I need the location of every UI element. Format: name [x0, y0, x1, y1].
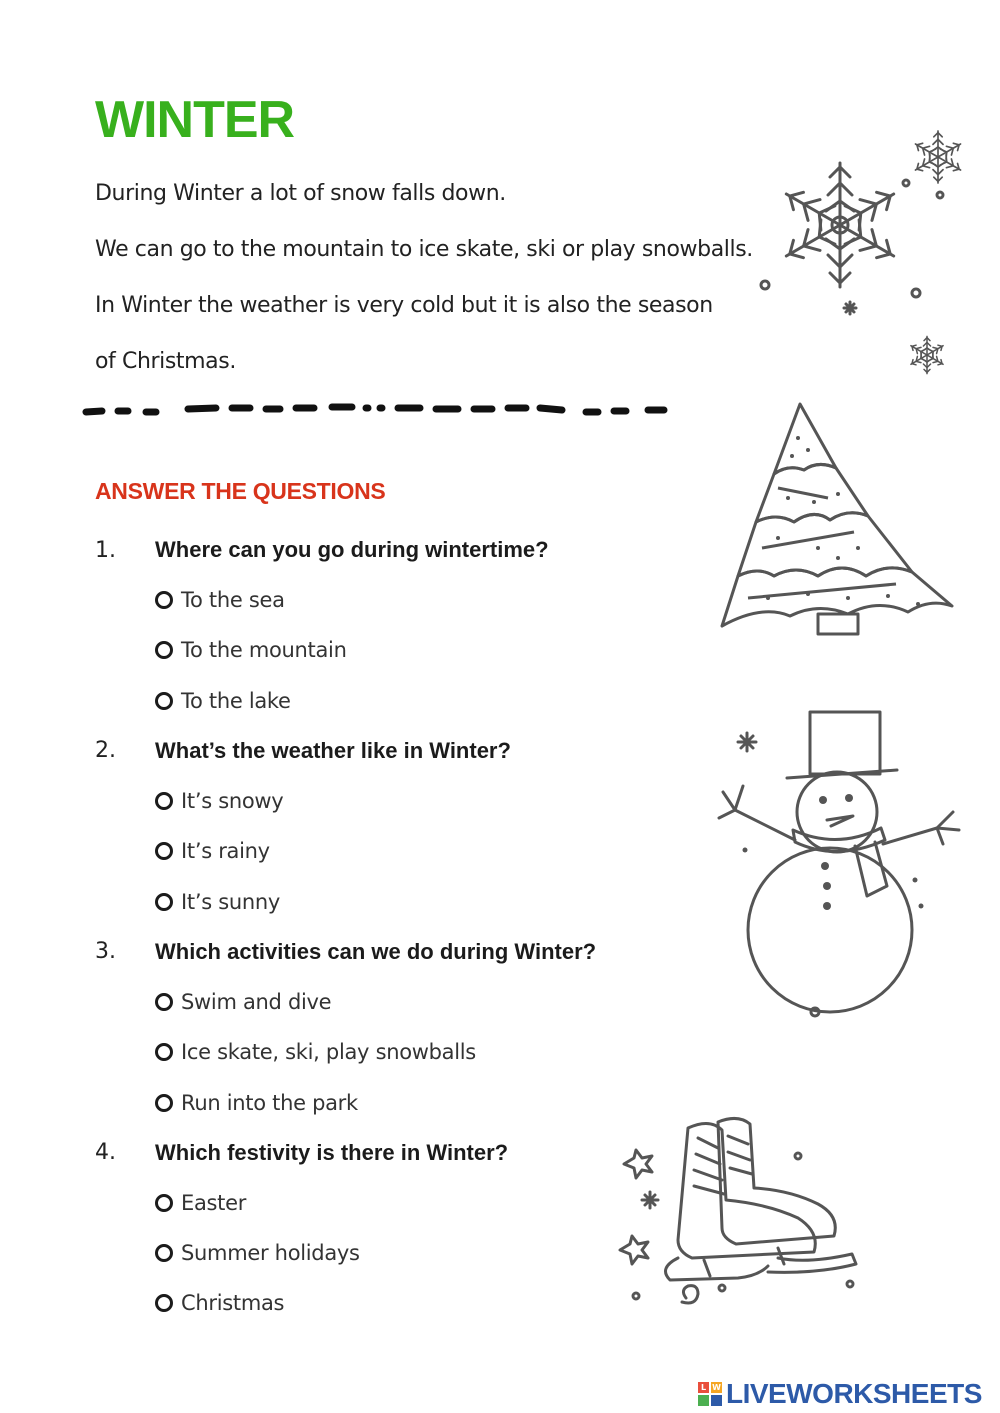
logo-letter: L: [698, 1382, 709, 1393]
liveworksheets-logo[interactable]: [698, 1378, 982, 1410]
radio-button[interactable]: [155, 591, 173, 609]
option-label: To the lake: [181, 688, 291, 713]
option-swim-and-dive[interactable]: [95, 977, 655, 1027]
intro-line: During Winter a lot of snow falls down.: [95, 181, 506, 206]
option-label: It’s snowy: [181, 789, 284, 814]
question-text: What’s the weather like in Winter?: [155, 737, 511, 763]
option-easter[interactable]: [95, 1178, 655, 1228]
ice-skates-icon: [618, 1108, 868, 1313]
option-to-the-lake[interactable]: [95, 676, 655, 726]
radio-button[interactable]: [155, 1194, 173, 1212]
logo-letter: W: [712, 1383, 721, 1392]
option-label: To the sea: [181, 588, 285, 613]
option-label: Swim and dive: [181, 989, 332, 1014]
intro-line: of Christmas.: [95, 349, 236, 374]
option-sunny[interactable]: [95, 876, 655, 926]
option-label: Easter: [181, 1190, 247, 1215]
intro-paragraph: [95, 172, 753, 396]
snowman-icon: [715, 700, 965, 1020]
radio-button[interactable]: [155, 893, 173, 911]
radio-button[interactable]: [155, 1294, 173, 1312]
option-label: It’s rainy: [181, 839, 270, 864]
brand-name: LIVEWORKSHEETS: [726, 1378, 982, 1409]
option-label: It’s sunny: [181, 889, 281, 914]
radio-button[interactable]: [155, 993, 173, 1011]
question-number: 4.: [95, 1140, 116, 1166]
radio-button[interactable]: [155, 1043, 173, 1061]
question-2: [95, 726, 655, 927]
radio-button[interactable]: [155, 641, 173, 659]
option-label: Christmas: [181, 1291, 285, 1316]
radio-button[interactable]: [155, 692, 173, 710]
option-christmas[interactable]: [95, 1278, 655, 1328]
intro-line: In Winter the weather is very cold but it is also the season: [95, 293, 713, 318]
question-number: 1.: [95, 537, 116, 563]
option-rainy[interactable]: [95, 826, 655, 876]
option-label: Run into the park: [181, 1090, 358, 1115]
option-to-the-mountain[interactable]: [95, 625, 655, 675]
question-text: Which festivity is there in Winter?: [155, 1139, 509, 1165]
logo-letter: [698, 1395, 709, 1406]
section-heading: ANSWER THE QUESTIONS: [95, 478, 386, 504]
questions-list: [95, 525, 655, 1329]
option-snowy[interactable]: [95, 776, 655, 826]
question-text: Which activities can we do during Winter?: [155, 938, 597, 964]
christmas-tree-icon: [718, 398, 958, 643]
question-3: [95, 927, 655, 1128]
logo-mark-icon: [698, 1382, 722, 1406]
option-run-into-park[interactable]: [95, 1077, 655, 1127]
question-number: 3.: [95, 939, 116, 965]
option-summer-holidays[interactable]: [95, 1228, 655, 1278]
intro-line: We can go to the mountain to ice skate, ski or play snowballs.: [95, 237, 753, 262]
dashed-divider: [80, 396, 680, 426]
radio-button[interactable]: [155, 1244, 173, 1262]
radio-button[interactable]: [155, 1094, 173, 1112]
option-label: Summer holidays: [181, 1241, 360, 1266]
radio-button[interactable]: [155, 792, 173, 810]
question-1: [95, 525, 655, 726]
option-label: Ice skate, ski, play snowballs: [181, 1040, 476, 1065]
logo-letter: [711, 1395, 722, 1406]
question-text: Where can you go during wintertime?: [155, 537, 549, 562]
radio-button[interactable]: [155, 842, 173, 860]
option-label: To the mountain: [181, 638, 347, 663]
option-ice-skate-ski[interactable]: [95, 1027, 655, 1077]
option-to-the-sea[interactable]: [95, 575, 655, 625]
page-title: WINTER: [95, 91, 295, 149]
snowflake-icon: [750, 125, 980, 385]
question-number: 2.: [95, 738, 116, 764]
question-4: [95, 1128, 655, 1329]
